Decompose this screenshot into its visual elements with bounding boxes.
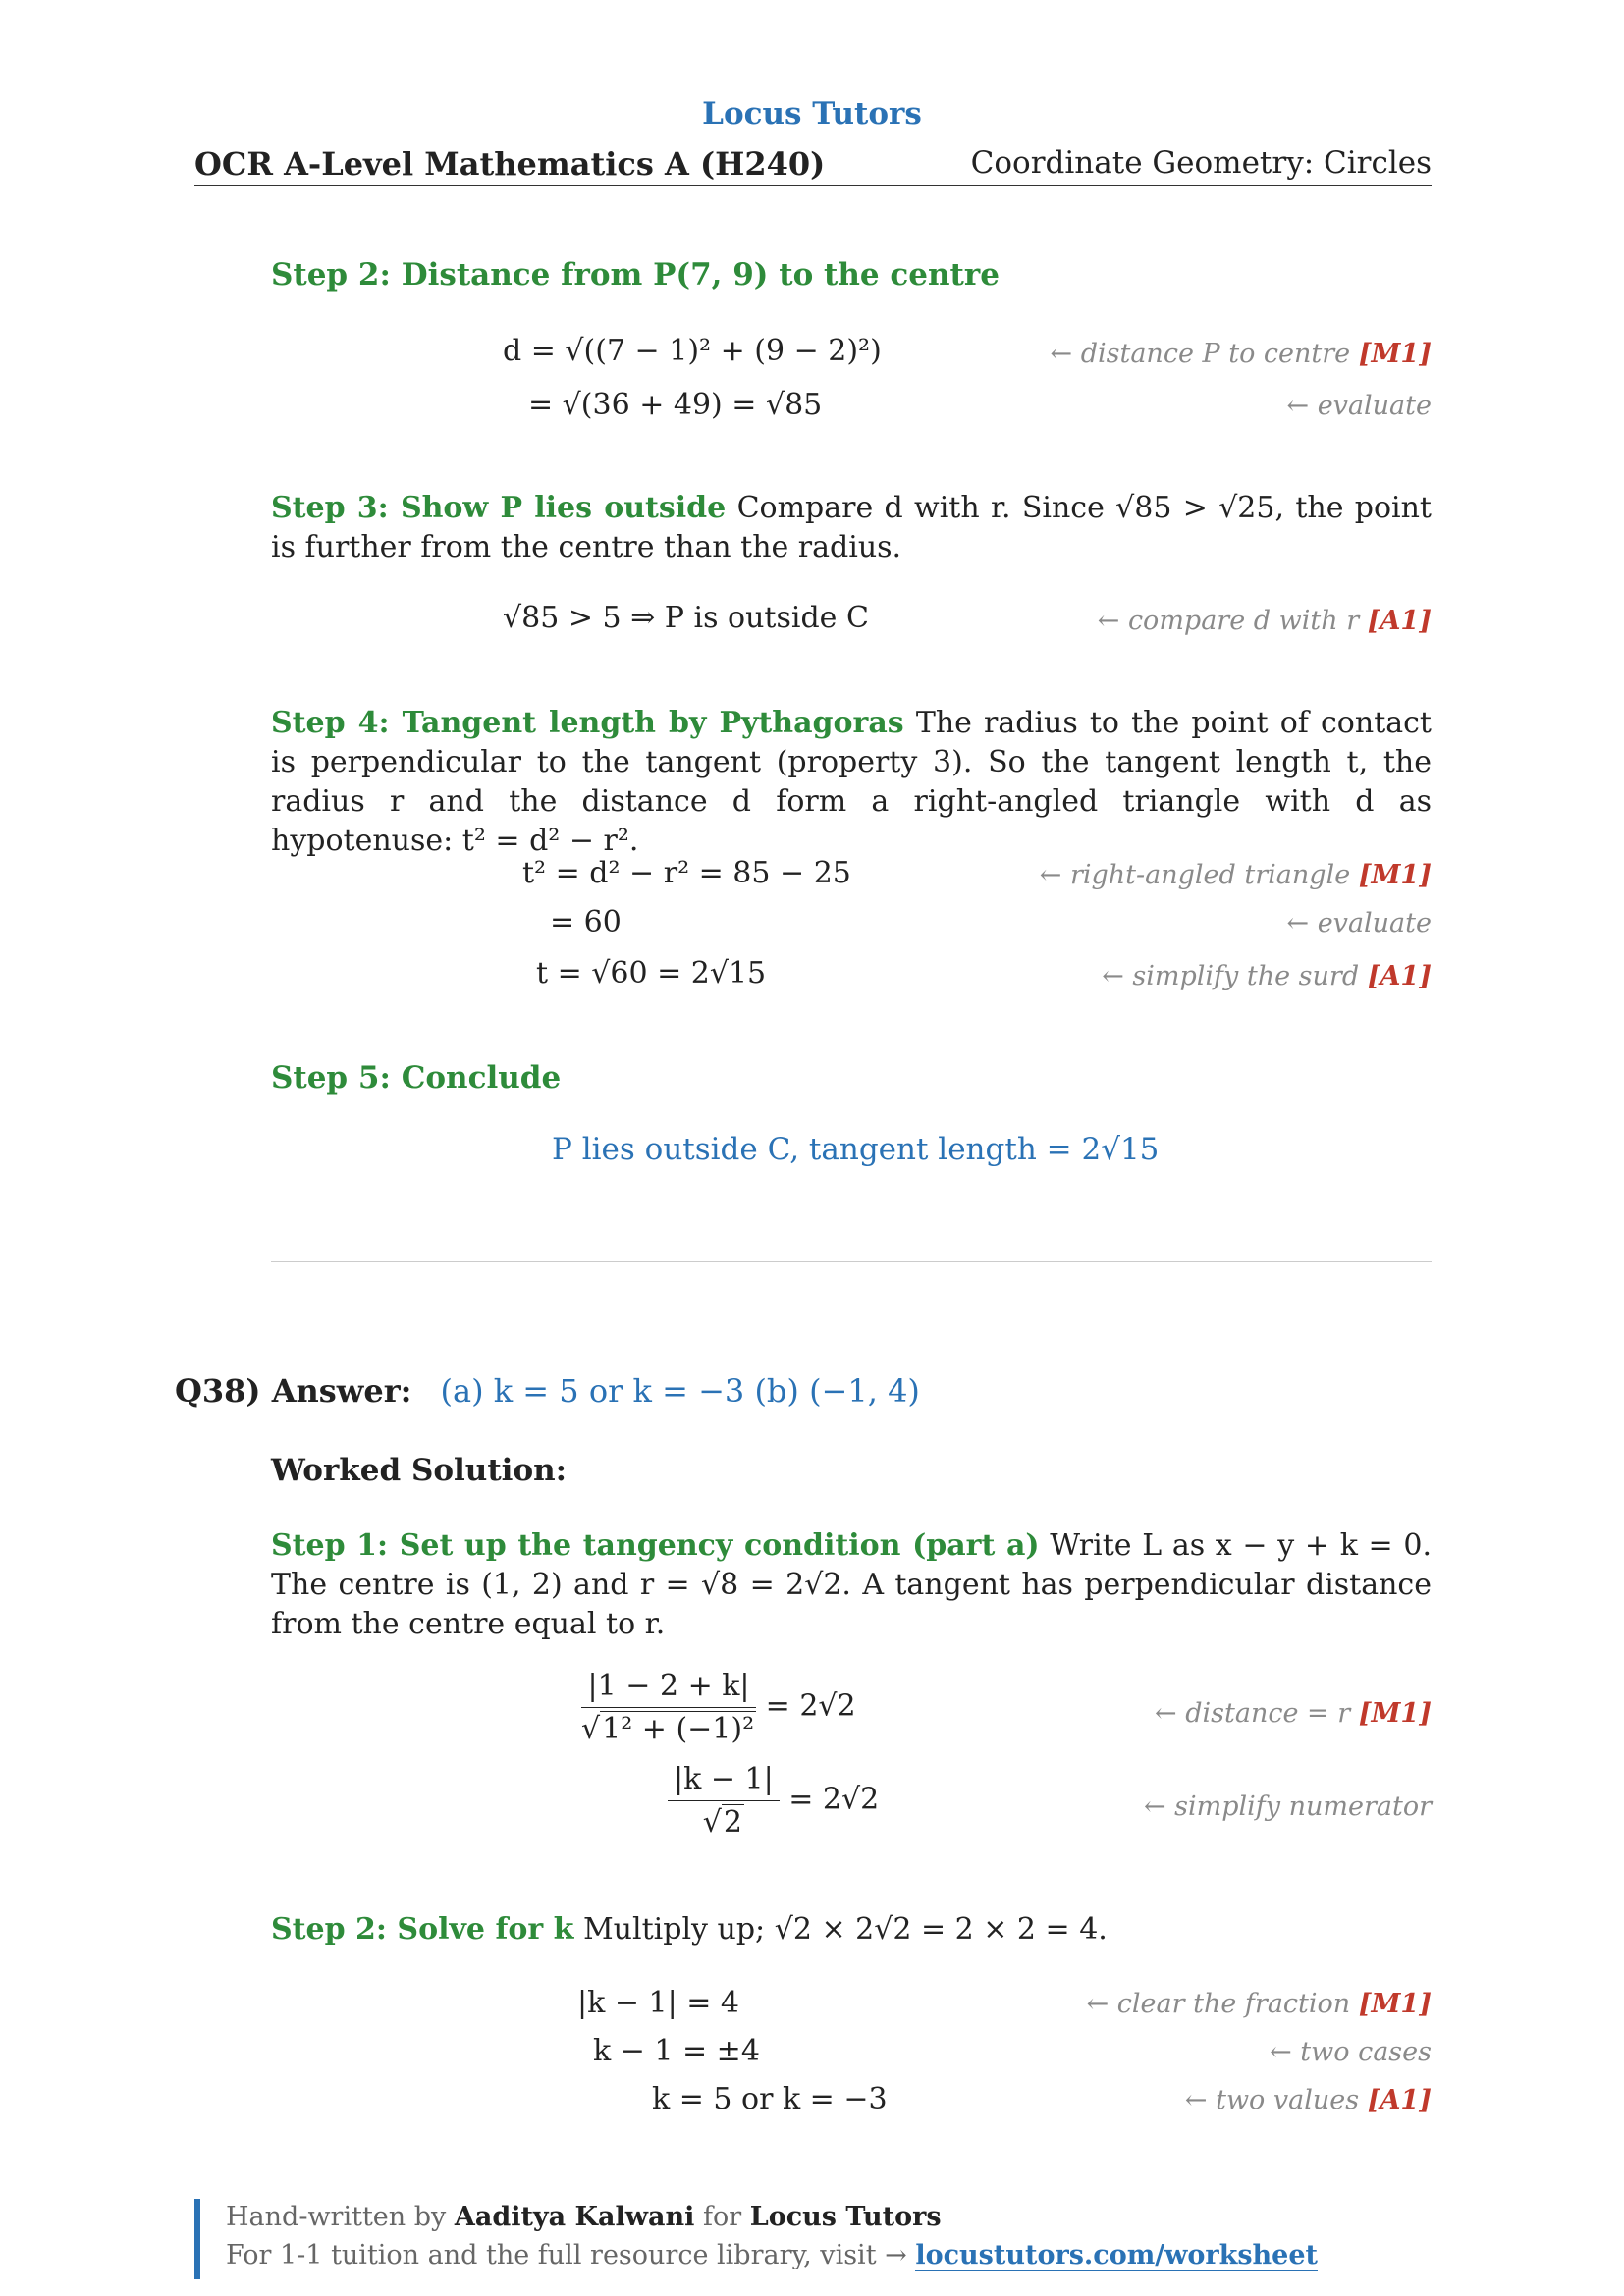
step4-paragraph — [271, 704, 1432, 861]
step4-line3-annotation: ← simplify the surd [A1] — [1102, 961, 1432, 991]
fraction-2-numerator: |k − 1| — [668, 1762, 780, 1801]
q38-step1-heading: Step 1: Set up the tangency condition (part a) — [271, 1528, 1040, 1563]
fraction-1-numerator: |1 − 2 + k| — [581, 1669, 756, 1708]
step5-heading: Step 5: Conclude — [271, 1060, 562, 1095]
step3-equation: √85 > 5 ⇒ P is outside C — [503, 601, 869, 635]
q38-step2-line — [271, 1912, 1108, 1947]
worksheet-link[interactable]: locustutors.com/worksheet — [915, 2240, 1319, 2270]
mark-m1: [M1] — [1358, 1989, 1432, 2019]
step2-line2-annotation: ← evaluate — [1286, 391, 1432, 421]
q38-step1-paragraph — [271, 1526, 1432, 1644]
step4-line1: t² = d² − r² = 85 − 25 — [522, 856, 851, 890]
step5-result: P lies outside C, tangent length = 2√15 — [552, 1132, 1160, 1167]
mark-a1: [A1] — [1367, 606, 1432, 636]
fraction-2-rhs: = 2√2 — [788, 1782, 880, 1817]
q38-step2-line3: k = 5 or k = −3 — [652, 2082, 888, 2116]
q38-step1-eq2 — [668, 1762, 879, 1840]
q38-step1-eq1-annotation: ← distance = r [M1] — [1155, 1698, 1432, 1729]
answer-value: (a) k = 5 or k = −3 (b) (−1, 4) — [440, 1372, 920, 1410]
q38-step2-line1-annotation: ← clear the fraction [M1] — [1086, 1989, 1432, 2019]
mark-m1: [M1] — [1358, 1698, 1432, 1729]
q38-step2-line3-annotation: ← two values [A1] — [1184, 2085, 1432, 2115]
step2-line1: d = √((7 − 1)² + (9 − 2)²) — [503, 334, 882, 368]
step4-line2: = 60 — [550, 905, 622, 939]
q38-step2-line2-annotation: ← two cases — [1270, 2037, 1432, 2067]
author-name: Aaditya Kalwani — [454, 2202, 695, 2232]
fraction-1-denominator: √1² + (−1)² — [581, 1712, 755, 1746]
fraction-2 — [668, 1762, 780, 1840]
section-divider — [271, 1261, 1432, 1262]
footer-credit: Hand-written by Aaditya Kalwani for Locus Tutors — [226, 2202, 942, 2232]
q38-step1-eq2-annotation: ← simplify numerator — [1143, 1791, 1432, 1822]
q38-step1-eq1 — [581, 1669, 856, 1746]
step2-heading: Step 2: Distance from P(7, 9) to the centre — [271, 257, 1000, 293]
fraction-1-rhs: = 2√2 — [765, 1688, 856, 1724]
fraction-1 — [581, 1669, 756, 1746]
step4-line2-annotation: ← evaluate — [1286, 908, 1432, 938]
step3-text: Compare d with r. Since √85 > √25, the point is further from the centre than the radius. — [271, 491, 1432, 564]
step2-line1-annotation: ← distance P to centre [M1] — [1050, 339, 1432, 369]
step4-line3: t = √60 = 2√15 — [536, 956, 767, 990]
q38-step1-text: Write L as x − y + k = 0. The centre is (1, 2) and r = √8 = 2√2. A tangent has perpendicular distance from the centre equal to r. — [271, 1528, 1433, 1641]
q38-step2-heading: Step 2: Solve for k — [271, 1912, 574, 1947]
fraction-2-denominator: √2 — [702, 1805, 742, 1840]
mark-a1: [A1] — [1367, 2085, 1432, 2115]
step4-line1-annotation: ← right-angled triangle [M1] — [1039, 860, 1432, 890]
step3-heading: Step 3: Show P lies outside — [271, 491, 727, 525]
footer-accent-bar — [194, 2199, 200, 2279]
step4-text: The radius to the point of contact is perpendicular to the tangent (property 3). So the tangent length t, the radius r and the distance d form a right-angled triangle with d as hypotenuse: t² = d² − r². — [271, 706, 1432, 858]
topic-title: Coordinate Geometry: Circles — [970, 145, 1432, 181]
step4-heading: Step 4: Tangent length by Pythagoras — [271, 706, 904, 740]
footer-brand: Locus Tutors — [749, 2202, 942, 2232]
worked-solution-title: Worked Solution: — [271, 1453, 568, 1488]
q38-step2-text: Multiply up; √2 × 2√2 = 2 × 2 = 4. — [582, 1912, 1108, 1947]
footer-promo: For 1-1 tuition and the full resource library, visit → locustutors.com/worksheet — [226, 2240, 1319, 2270]
question-number: Q38) — [175, 1372, 261, 1410]
step3-annotation: ← compare d with r [A1] — [1097, 606, 1432, 636]
mark-a1: [A1] — [1367, 961, 1432, 991]
q38-step2-line1: |k − 1| = 4 — [577, 1986, 739, 2020]
answer-label: Answer: — [271, 1372, 412, 1410]
mark-m1: [M1] — [1358, 339, 1432, 369]
brand-title: Locus Tutors — [702, 96, 922, 132]
q38-step2-line2: k − 1 = ±4 — [593, 2034, 760, 2068]
step3-paragraph — [271, 489, 1432, 567]
header-rule — [194, 185, 1432, 186]
step2-line2: = √(36 + 49) = √85 — [528, 388, 823, 422]
mark-m1: [M1] — [1358, 860, 1432, 890]
q38-answer-line — [175, 1372, 920, 1410]
course-title: OCR A-Level Mathematics A (H240) — [194, 145, 826, 183]
